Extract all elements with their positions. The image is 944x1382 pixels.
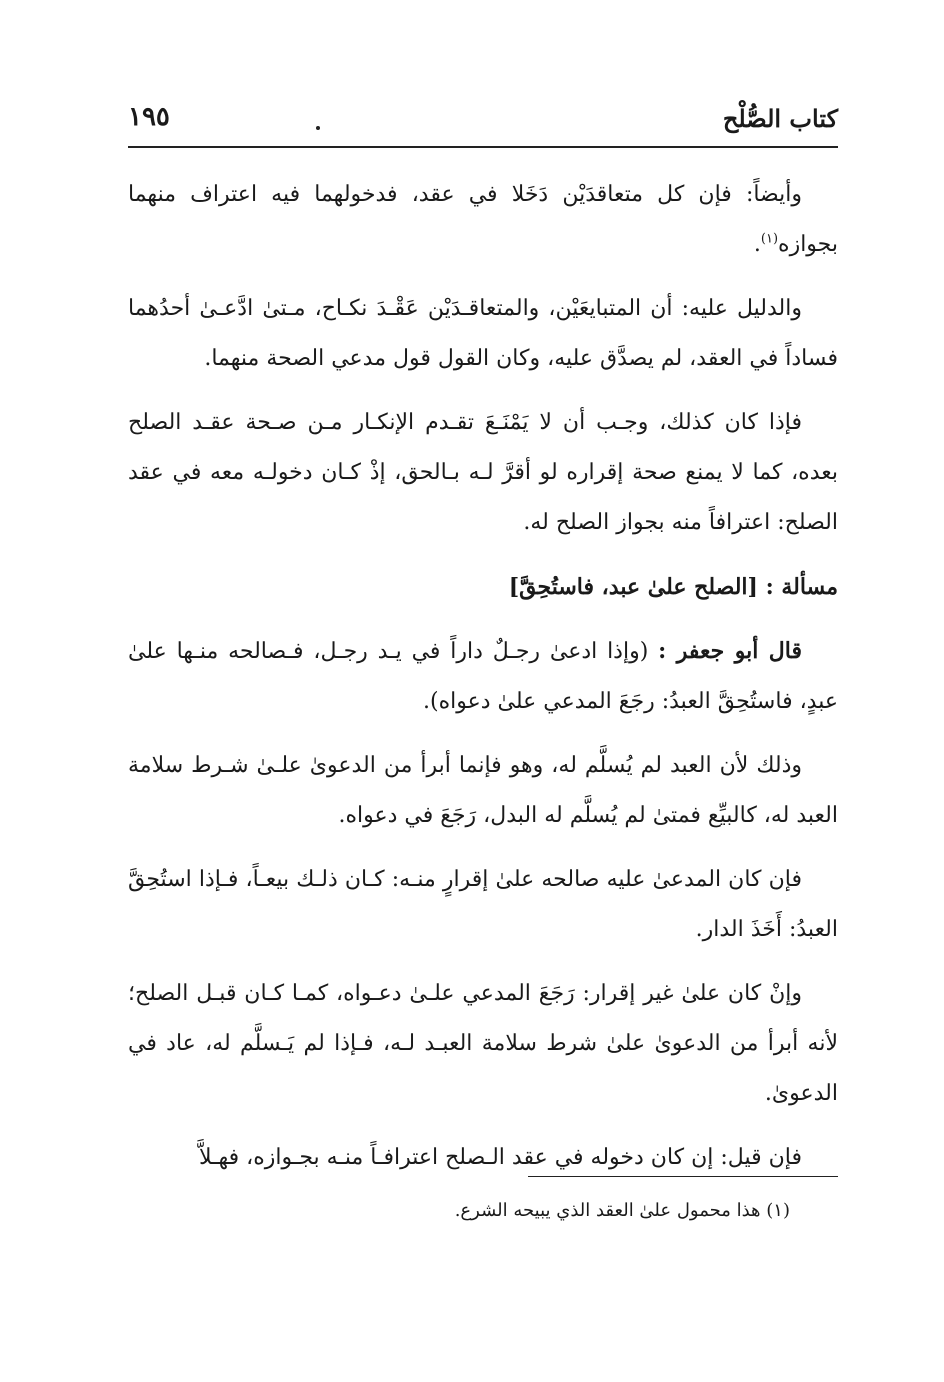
paragraph-6: فإن كان المدعىٰ عليه صالحه علىٰ إقرارٍ منـه: كـان ذلـك بيعـاً، فـإذا استُحِقَّ العبدُ: أَخَذَ الدار. (128, 867, 838, 942)
paragraph-5: وذلك لأن العبد لم يُسلَّم له، وهو فإنما أبرأ من الدعوىٰ علـىٰ شـرط سلامة العبد له، كالبيِّع فمتىٰ لم يُسلَّم له البدل، رَجَعَ في دعواه. (128, 753, 838, 828)
quote-text: (وإذا ادعىٰ رجـلٌ داراً في يـد رجـل، فـصالحه منـها علىٰ عبدٍ، فاستُحِقَّ العبدُ: رجَعَ المدعي علىٰ دعواه). (128, 639, 838, 714)
footnote-divider (528, 1176, 838, 1177)
quote-lead: قال أبو جعفر : (658, 638, 803, 664)
footnote-ref: (١) (760, 231, 779, 247)
main-text (128, 170, 838, 1197)
paragraph-3: فإذا كان كذلك، وجـب أن لا يَمْنَـعَ تقـدم الإنكـار مـن صـحة عقـد الصلح بعده، كما لا يمنع صحة إقراره لو أقرَّ لـه بـالحق، إذْ كـان دخولـه معه في عقد الصلح: اعترافاً منه بجواز الصلح له. (128, 410, 838, 535)
paragraph-1-tail: . (753, 232, 761, 257)
paragraph-1-text: وأيضاً: فإن كل متعاقدَيْن دَخَلا في عقد، فدخولهما فيه اعتراف منهما بجوازه (128, 182, 838, 257)
page-number: ١٩٥ (128, 102, 170, 132)
page-header (128, 96, 838, 148)
paragraph-8: فإن قيل: إن كان دخوله في عقد الـصلح اعترافـاً منـه بجـوازه، فهـلاَّ (198, 1145, 802, 1170)
paragraph-1 (128, 170, 838, 270)
paragraph-7: وإنْ كان علىٰ غير إقرار: رَجَعَ المدعي علـىٰ دعـواه، كمـا كـان قبـل الصلح؛ لأنه أبرأ من الدعوىٰ علىٰ شرط سلامة العبـد لـه، فـإذا لم يَـسلَّم له، عاد في الدعوىٰ. (128, 981, 838, 1106)
paragraph-2: والدليل عليه: أن المتبايعَيْن، والمتعاقـدَيْن عَقْـدَ نكـاح، مـتىٰ ادَّعـىٰ أحدُهما فساداً في العقد، لم يصدَّق عليه، وكان القول قول مدعي الصحة منهما. (128, 296, 838, 371)
section-heading: مسألة : [الصلح علىٰ عبد، فاستُحِقَّ] (508, 574, 838, 600)
chapter-title: كتاب الصُّلْح (722, 104, 838, 133)
header-dot-mark (316, 126, 320, 130)
paragraph-4 (128, 626, 838, 727)
footnote: (١) هذا محمول علىٰ العقد الذي يبيحه الشرع. (454, 1200, 790, 1221)
